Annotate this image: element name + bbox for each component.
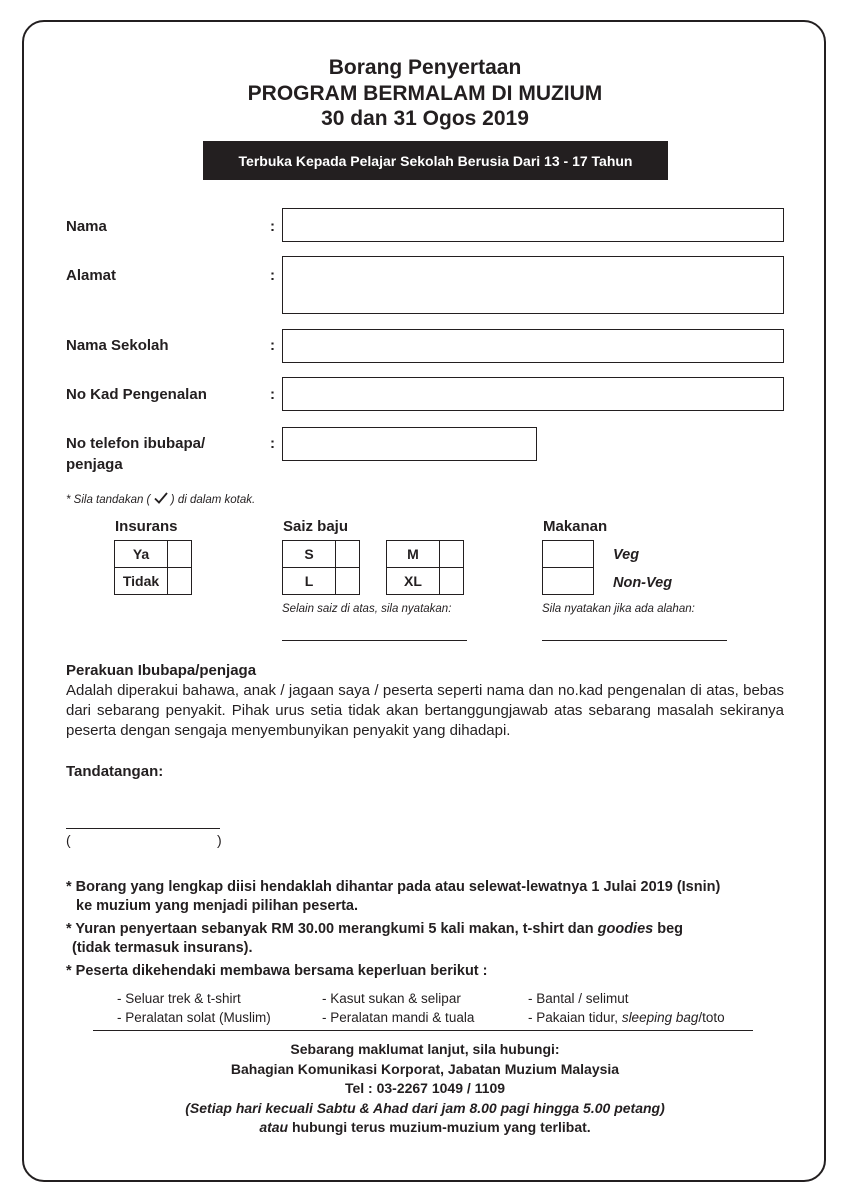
item-sleeping-bag: sleeping bag: [621, 1010, 699, 1025]
program-title: PROGRAM BERMALAM DI MUZIUM: [247, 82, 603, 105]
note-deadline-line2: ke muzium yang menjadi pilihan peserta.: [76, 898, 359, 914]
saiz-other-note: Selain saiz di atas, sila nyatakan:: [282, 603, 452, 615]
makanan-table: [542, 540, 594, 595]
alergi-line[interactable]: [542, 640, 727, 641]
note-fee-text: * Yuran penyertaan sebanyak RM 30.00 merangkumi 5 kali makan, t-shirt dan: [66, 921, 598, 937]
contact-intro: Sebarang maklumat lanjut, sila hubungi:: [290, 1041, 560, 1057]
alamat-field[interactable]: [282, 256, 784, 314]
program-date: 30 dan 31 Ogos 2019: [321, 107, 529, 130]
perakuan-text: Adalah diperakui bahawa, anak / jagaan saya / peserta seperti nama dan no.kad pengenalan di atas, bebas dari sebarang penyakit. Pihak urus setia tidak akan bertanggungjawab atas sebarang masalah sekiranya peserta dengan sengaja menyembunyikan penyakit yang dihadapi.: [66, 682, 784, 739]
nama-label: Nama: [66, 218, 107, 235]
saiz-table-right: [386, 540, 464, 595]
telefon-field[interactable]: [282, 427, 537, 461]
checkbox-size-m[interactable]: [440, 541, 464, 568]
note-fee-goodies: goodies: [597, 921, 654, 937]
item: [528, 1008, 725, 1027]
item: - Bantal / selimut: [528, 991, 629, 1006]
colon: :: [270, 386, 275, 403]
banner-text: Terbuka Kepada Pelajar Sekolah Berusia Dari 13 - 17 Tahun: [238, 152, 633, 169]
option-tidak-label: Tidak: [115, 568, 168, 595]
checkbox-size-l[interactable]: [336, 568, 360, 595]
nonveg-label: Non-Veg: [613, 575, 673, 591]
telefon-label: [66, 433, 205, 475]
signature-line[interactable]: [66, 828, 220, 829]
colon: :: [270, 267, 275, 284]
size-m-label: M: [387, 541, 440, 568]
contact-alt-text: hubungi terus muzium-muzium yang terlibat.: [288, 1119, 591, 1135]
note-fee-tail: beg: [653, 921, 684, 937]
checkbox-veg[interactable]: [543, 541, 594, 568]
colon: :: [270, 435, 275, 452]
form-title: Borang Penyertaan: [328, 56, 522, 79]
colon: :: [270, 337, 275, 354]
alergi-note: Sila nyatakan jika ada alahan:: [542, 603, 695, 615]
saiz-table-left: [282, 540, 360, 595]
item: - Seluar trek & t-shirt: [117, 991, 241, 1006]
note-items: * Peserta dikehendaki membawa bersama keperluan berikut :: [66, 963, 488, 979]
nama-field[interactable]: [282, 208, 784, 242]
no-kp-label: No Kad Pengenalan: [66, 386, 207, 403]
size-s-label: S: [283, 541, 336, 568]
perakuan-heading: Perakuan Ibubapa/penjaga: [66, 662, 257, 679]
checkbox-size-s[interactable]: [336, 541, 360, 568]
note-fee-line2: (tidak termasuk insurans).: [72, 940, 253, 956]
option-ya-label: Ya: [115, 541, 168, 568]
alamat-label: Alamat: [66, 267, 117, 284]
telefon-label-line1: No telefon ibubapa/: [66, 435, 206, 452]
size-xl-label: XL: [387, 568, 440, 595]
item-text: - Pakaian tidur,: [528, 1010, 622, 1025]
item-col-3: [528, 989, 725, 1027]
signature-paren-close: ): [217, 832, 222, 848]
item: - Peralatan mandi & tuala: [322, 1010, 475, 1025]
item-col-1: [117, 989, 271, 1027]
checkbox-ya[interactable]: [168, 541, 192, 568]
veg-label: Veg: [613, 547, 640, 563]
item: - Peralatan solat (Muslim): [117, 1010, 271, 1025]
contact-alt-or: atau: [259, 1119, 289, 1135]
signature-paren-open: (: [66, 832, 71, 848]
item-col-2: [322, 989, 474, 1027]
checkmark-icon: [154, 492, 168, 504]
signature-label: Tandatangan:: [66, 763, 164, 780]
nama-sekolah-label: Nama Sekolah: [66, 337, 169, 354]
makanan-heading: Makanan: [543, 518, 608, 535]
item: - Kasut sukan & selipar: [322, 991, 461, 1006]
contact-department: Bahagian Komunikasi Korporat, Jabatan Muzium Malaysia: [230, 1060, 620, 1077]
checkbox-size-xl[interactable]: [440, 568, 464, 595]
divider: [93, 1030, 753, 1031]
tick-instruction: [66, 492, 255, 506]
telefon-label-line2: penjaga: [66, 456, 123, 473]
checkbox-nonveg[interactable]: [543, 568, 594, 595]
note-fee: [66, 920, 683, 958]
note-fee-line1: [66, 920, 683, 939]
contact-alt: [0, 1118, 850, 1138]
tick-note-post: ) di dalam kotak.: [170, 494, 256, 506]
item-tail: /toto: [698, 1010, 725, 1025]
saiz-other-line[interactable]: [282, 640, 467, 641]
no-kp-field[interactable]: [282, 377, 784, 411]
nama-sekolah-field[interactable]: [282, 329, 784, 363]
contact-phone: Tel : 03-2267 1049 / 1109: [344, 1080, 506, 1096]
eligibility-banner: [203, 141, 668, 180]
contact-hours: (Setiap hari kecuali Sabtu & Ahad dari jam 8.00 pagi hingga 5.00 petang): [185, 1099, 665, 1116]
size-l-label: L: [283, 568, 336, 595]
colon: :: [270, 218, 275, 235]
note-deadline-line1: * Borang yang lengkap diisi hendaklah dihantar pada atau selewat-lewatnya 1 Julai 2019 (Isnin): [66, 879, 721, 895]
saiz-heading: Saiz baju: [283, 518, 349, 535]
insurans-heading: Insurans: [115, 518, 178, 535]
contact-block: [0, 1040, 850, 1138]
tick-note-pre: * Sila tandakan (: [66, 494, 151, 506]
insurans-table: [114, 540, 192, 595]
note-deadline: [66, 878, 720, 916]
checkbox-tidak[interactable]: [168, 568, 192, 595]
